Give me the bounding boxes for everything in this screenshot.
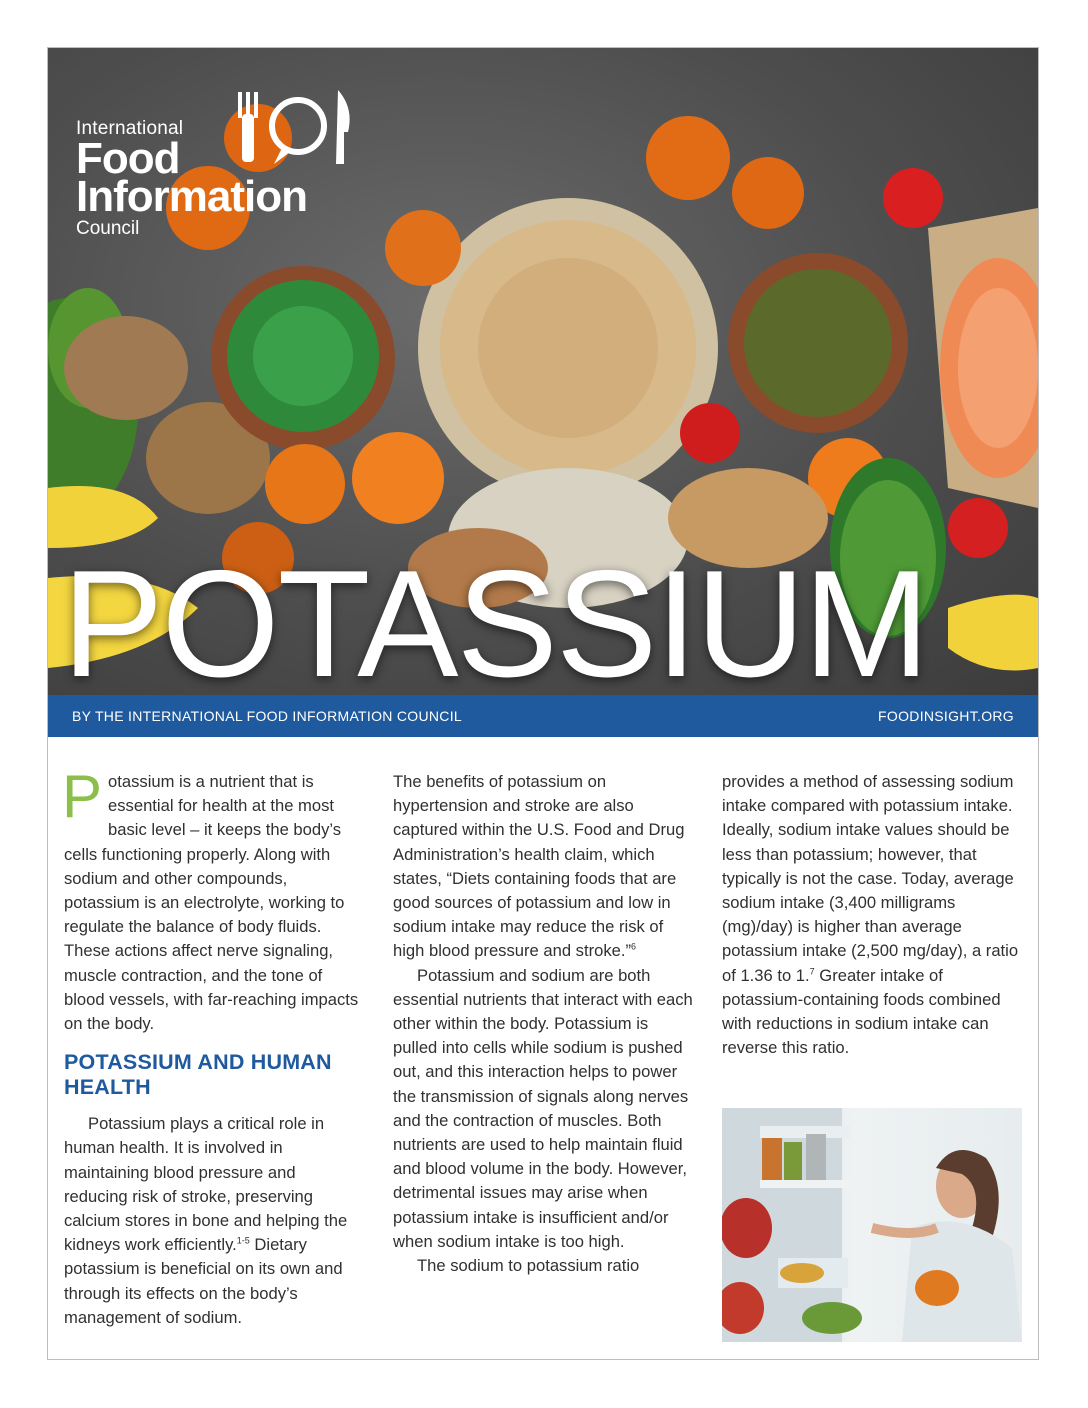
fridge-scene-illustration: [722, 1108, 1022, 1342]
byline-text: BY THE INTERNATIONAL FOOD INFORMATION COUNCIL: [72, 708, 462, 724]
logo-line-food: Food: [76, 134, 180, 183]
ratio-text-b: Greater intake of potassium-containing foods combined with reductions in sodium intake can reverse this ratio.: [722, 965, 1001, 1058]
ratio-text-a: provides a method of assessing sodium intake compared with potassium intake. Ideally, sodium intake values should be less than potassium; however, that typically is not the case. Today, average sodium intake (3,400 milligrams (mg)/day) is higher than average potassium intake (2,500 mg/day), a ratio of 1.36 to 1.: [722, 772, 1019, 985]
logo-line-information: Information: [76, 172, 307, 221]
interaction-paragraph: Potassium and sodium are both essential nutrients that interact with each other within the body. Potassium is pulled into cells while sodium is pushed out, and this interaction helps to power the transmission of signals along nerves and the contraction of muscles. Both nutrients are used to help maintain fluid and blood volume in the body. However, detrimental issues may arise when potassium intake is insufficient and/or when sodium intake is too high.: [393, 965, 693, 1251]
byline-bar: [48, 695, 1038, 737]
health-text-a: Potassium plays a critical role in human health. It is involved in maintaining blood pressure and reducing risk of stroke, preserving calcium stores in bone and helping the kidneys work efficiently.: [64, 1114, 348, 1255]
fda-text: The benefits of potassium on hypertension and stroke are also captured within the U.S. Food and Drug Administration’s health claim, which states, “Diets containing foods that are good sources of potassium and low in sodium intake may reduce the risk of high blood pressure and stroke.”: [393, 772, 685, 961]
column-3: [722, 770, 1022, 1060]
fork-plate-knife-icon: [230, 78, 360, 188]
logo-line-council: Council: [76, 218, 140, 239]
hero-title: POTASSIUM: [62, 539, 928, 695]
fda-paragraph: [393, 770, 693, 964]
citation-6: 6: [630, 941, 636, 952]
intro-paragraph: [62, 763, 362, 1036]
site-link[interactable]: FOODINSIGHT.ORG: [878, 708, 1014, 724]
intro-text: otassium is a nutrient that is essential for health at the most basic level – it keeps the body’s cells functioning properly. Along with sodium and other compounds, potassium is an electrolyte, working to regulate the balance of body fluids. These actions affect nerve signaling, muscle contraction, and the tone of blood vessels, with far-reaching impacts on the body.: [64, 772, 359, 1034]
column-1: [62, 763, 362, 1330]
woman-at-fridge-photo: [722, 1108, 1022, 1342]
column-2: [393, 770, 693, 1278]
dropcap: P: [62, 763, 103, 830]
citation-1-5: 1-5: [236, 1235, 250, 1246]
hero-image: [48, 48, 1038, 695]
citation-7: 7: [809, 966, 815, 977]
logo-line-international: International: [76, 118, 184, 139]
ratio-paragraph: [722, 770, 1022, 1060]
section-title: POTASSIUM AND HUMAN HEALTH: [64, 1050, 332, 1100]
ific-logo: [76, 118, 307, 240]
ratio-paragraph-start: The sodium to potassium ratio: [417, 1256, 640, 1276]
health-paragraph: [64, 1112, 362, 1330]
health-text-b: Dietary potassium is beneficial on its own and through its effects on the body’s management of sodium.: [64, 1235, 343, 1327]
